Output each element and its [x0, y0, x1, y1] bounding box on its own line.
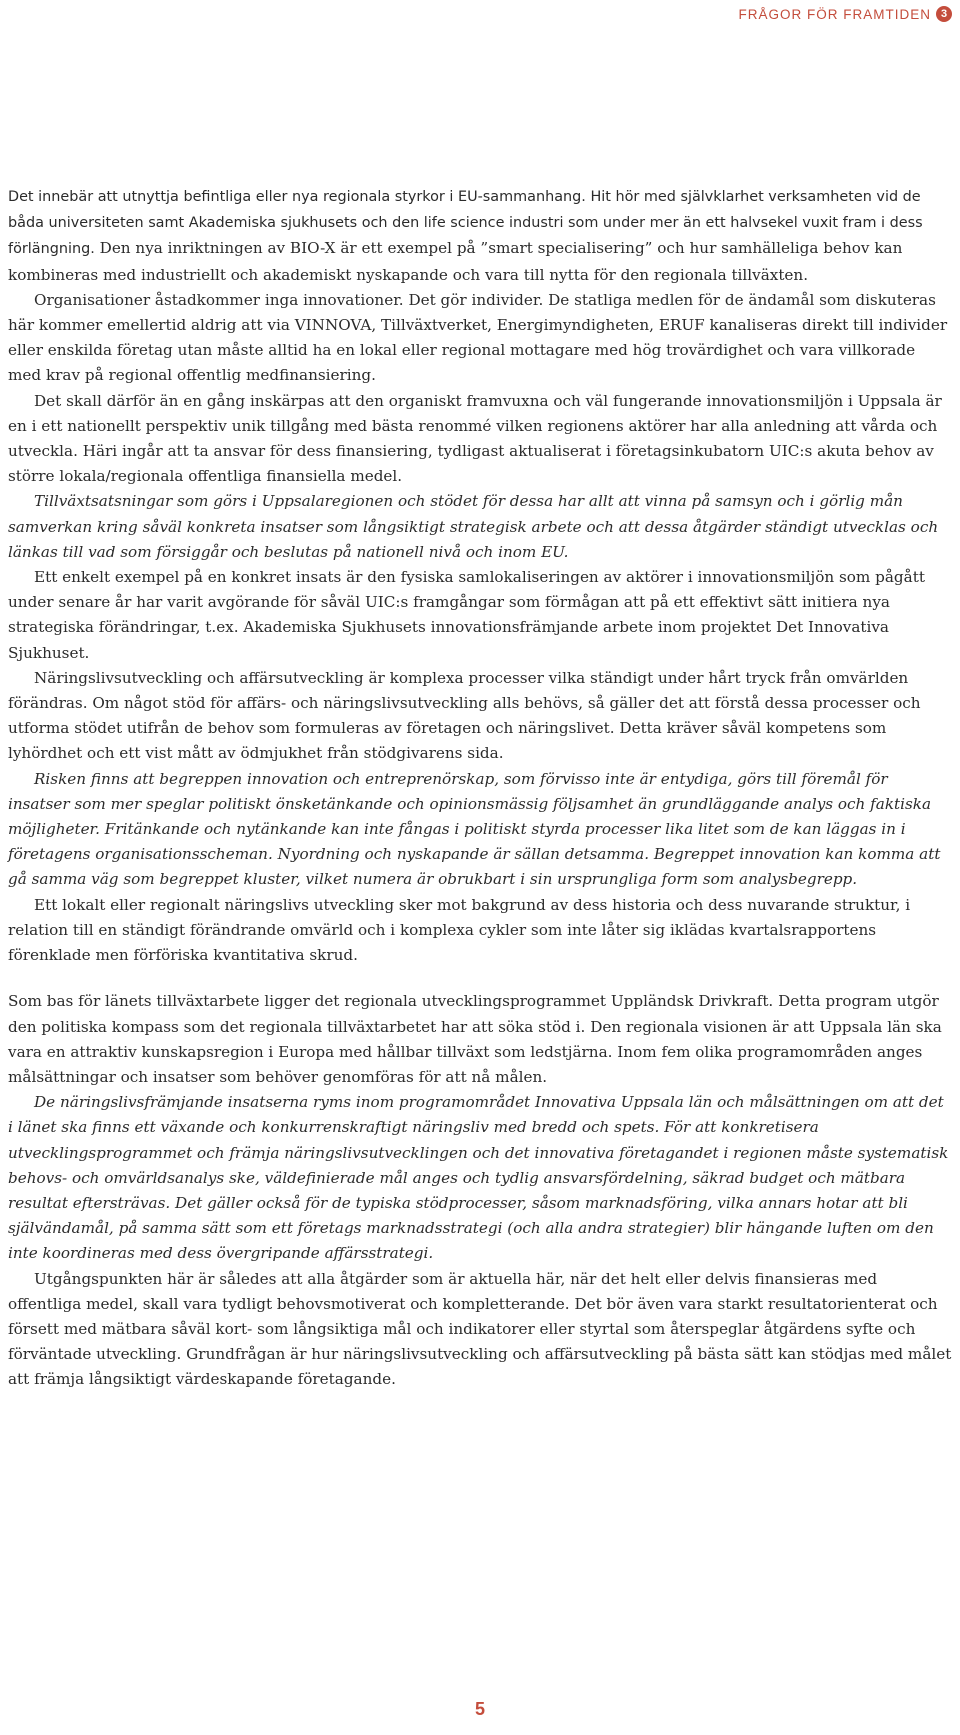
paragraph-10: De näringslivsfrämjande insatserna ryms inom programområdet Innovativa Uppsala län och målsättningen om att det i länet ska finns ett växande och konkurrenskraftigt näringsliv med bredd och spets. För att konkretisera utvecklingsprogrammet och främja näringslivsutvecklingen och det innovativa företagandet i regionen måste systematisk behovs- och omvärldsanalys ske, väldefinierade mål anges och tydlig ansvarsfördelning, säkrad budget och mätbara resultat eftersträvas. Det gäller också för de typiska stödprocesser, såsom marknadsföring, vilka annars hotar att bli självändamål, på samma sätt som ett företags marknadsstrategi (och alla andra strategier) blir hängande luften om den inte koordineras med dess övergripande affärsstrategi.: [8, 1093, 949, 1263]
paragraph-1: [8, 184, 952, 288]
paragraph-11: Utgångspunkten här är således att alla åtgärder som är aktuella här, när det helt eller delvis finansieras med offentliga medel, skall vara tydligt behovsmotiverat och kompletterande. Det bör även vara starkt resultatorienterat och försett med mätbara såväl kort- som långsiktiga mål och indikatorer eller styrtal som återspeglar åtgärdens syfte och förväntade utveckling. Grundfrågan är hur näringslivsutveckling och affärsutveckling på bästa sätt kan stödjas med målet att främja långsiktigt värdeskapande företagande.: [8, 1269, 952, 1389]
section-title: FRÅGOR FÖR FRAMTIDEN: [738, 6, 931, 22]
paragraph-7: Risken finns att begreppen innovation och entreprenörskap, som förvisso inte är entydiga, görs till föremål för insatser som mer speglar politiskt önsketänkande och opinionsmässig följsamhet än grundläggande analys och faktiska möjligheter. Fritänkande och nytänkande kan inte fångas i politiskt styrda processer lika litet som de kan läggas in i företagens organisationsscheman. Nyordning och nyskapande är sällan detsamma. Begreppet innovation kan komma att gå samma väg som begreppet kluster, vilket numera är obrukbart i sin ursprungliga form som analysbegrepp.: [8, 769, 941, 889]
page-number: 5: [474, 1699, 485, 1719]
paragraph-1-sans: Det innebär att utnyttja befintliga eller nya regionala styrkor i EU-sammanhang. Hit hör med självklarhet verksamheten vid de båda universiteten samt Akademiska sjukhusets och den life science industri som under mer än ett halvsekel vuxit fram i dess förlängning.: [8, 189, 923, 258]
paragraph-6: Näringslivsutveckling och affärsutveckling är komplexa processer vilka ständigt under hårt tryck från omvärlden förändras. Om något stöd för affärs- och näringslivsutveckling alls behövs, så gäller det att förstå dessa processer och utforma stödet utifrån de behov som formuleras av företagen och näringslivet. Detta kräver såväl kompetens som lyhördhet och ett vist mått av ödmjukhet från stödgivarens sida.: [8, 668, 921, 763]
paragraph-8: Ett lokalt eller regionalt näringslivs utveckling sker mot bakgrund av dess historia och dess nuvarande struktur, i relation till en ständigt förändrande omvärld och i komplexa cykler som inte låter sig iklädas kvartalsrapportens förenklade men förföriska kvantitativa skrud.: [8, 895, 911, 965]
chapter-badge: 3: [936, 6, 952, 22]
paragraph-2: Organisationer åstadkommer inga innovationer. Det gör individer. De statliga medlen för de ändamål som diskuteras här kommer emellertid aldrig att via VINNOVA, Tillväxtverket, Energimyndigheten, ERUF kanaliseras direkt till individer eller enskilda företag utan måste alltid ha en lokal eller regional mottagare med hög trovärdighet och vara villkorade med krav på regional offentlig medfinansiering.: [8, 290, 948, 385]
paragraph-5: Ett enkelt exempel på en konkret insats är den fysiska samlokaliseringen av aktörer i innovationsmiljön som pågått under senare år har varit avgörande för såväl UIC:s framgångar som förmågan att på ett effektivt sätt initiera nya strategiska förändringar, t.ex. Akademiska Sjukhusets innovationsfrämjande arbete inom projektet Det Innovativa Sjukhuset.: [8, 568, 925, 662]
running-header: [739, 6, 953, 22]
paragraph-1-serif: Den nya inriktningen av BIO-X är ett exempel på ”smart specialisering” och hur samhälleliga behov kan kombineras med industriellt och akademiskt nyskapande och vara till nytta för den regionala tillväxten.: [8, 239, 903, 284]
paragraph-3: Det skall därför än en gång inskärpas att den organiskt framvuxna och väl fungerande innovationsmiljön i Uppsala är en i ett nationellt perspektiv unik tillgång med bästa renommé vilken regionens aktörer har alla anledning att vårda och utveckla. Häri ingår att ta ansvar för dess finansiering, tydligast aktualiserat i företagsinkubatorn UIC:s akuta behov av större lokala/regionala offentliga finansiella medel.: [8, 391, 942, 486]
paragraph-gap: [8, 968, 952, 989]
body-text: [8, 184, 952, 1393]
paragraph-4: Tillväxtsatsningar som görs i Uppsalaregionen och stödet för dessa har allt att vinna på samsyn och i görlig mån samverkan kring såväl konkreta insatser som långsiktigt strategisk arbete och att dessa åtgärder ständigt utvecklas och länkas till vad som försiggår och beslutas på nationell nivå och inom EU.: [8, 492, 939, 561]
paragraph-9: Som bas för länets tillväxtarbete ligger det regionala utvecklingsprogrammet Uppländsk Drivkraft. Detta program utgör den politiska kompass som det regionala tillväxtarbetet har att söka stöd i. Den regionala visionen är att Uppsala län ska vara en attraktiv kunskapsregion i Europa med hållbar tillväxt som ledstjärna. Inom fem olika programområden anges målsättningar och insatser som behöver genomföras för att nå målen.: [8, 992, 942, 1086]
